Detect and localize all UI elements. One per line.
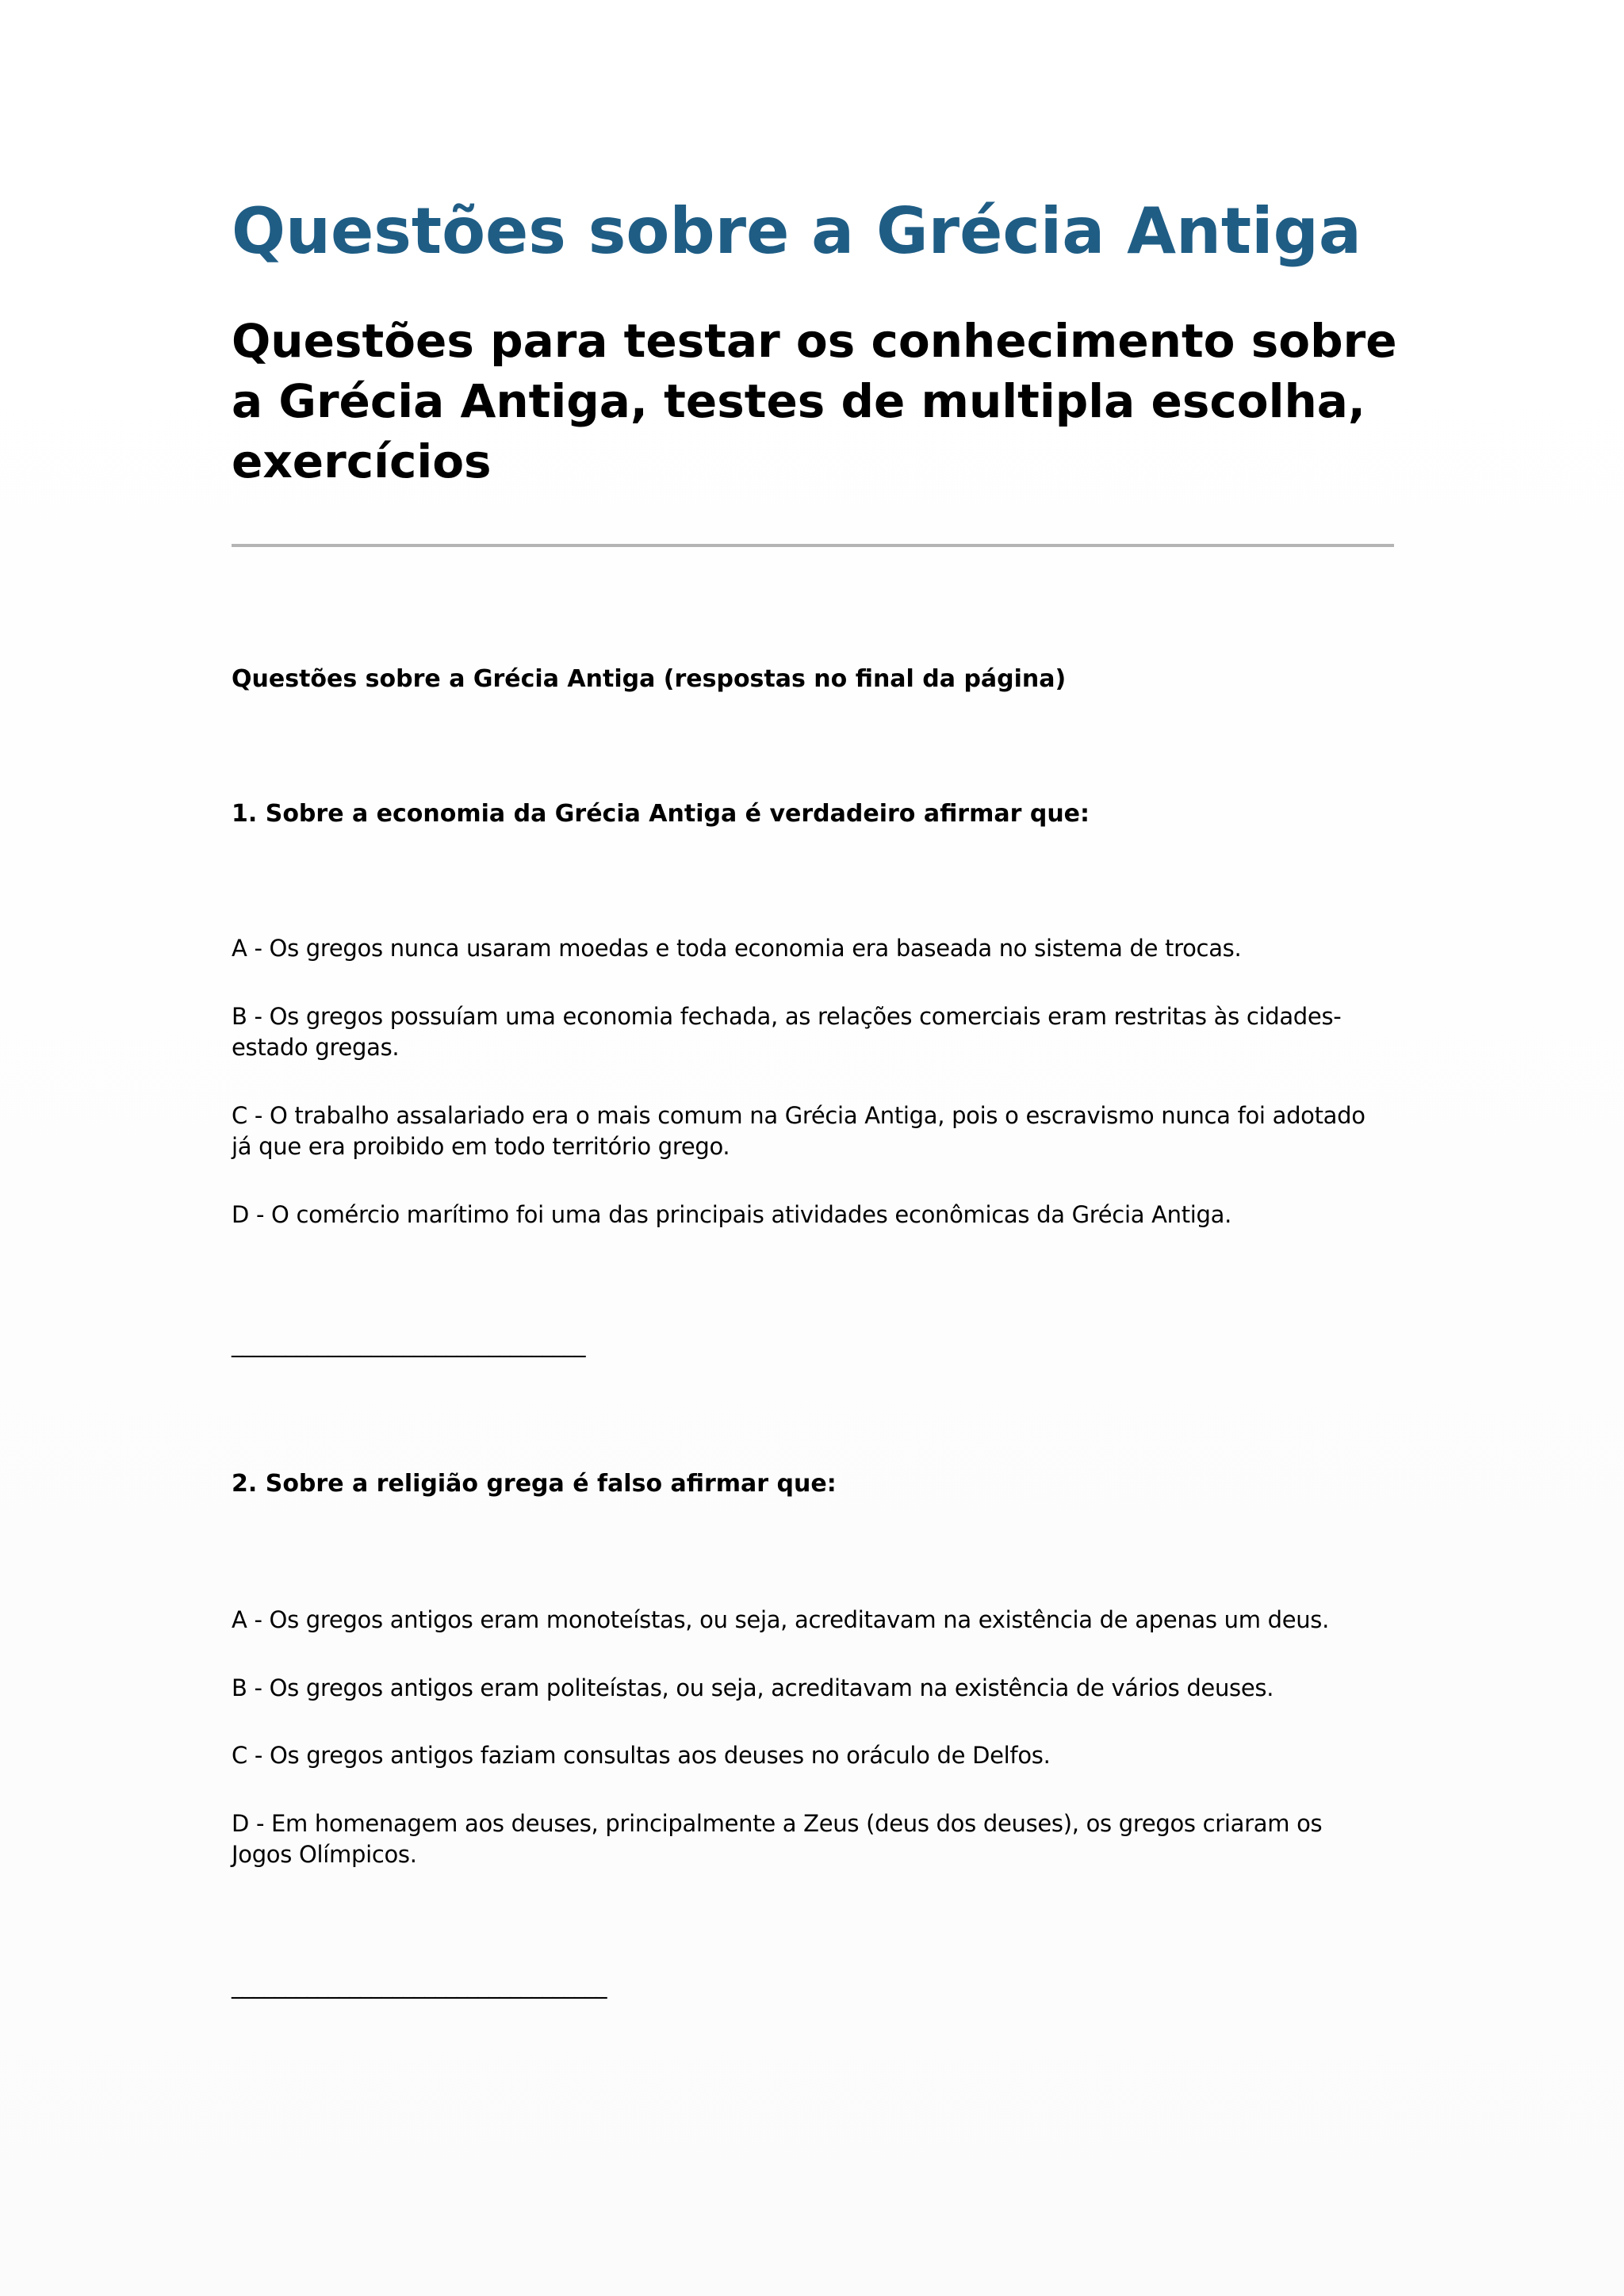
question-2-option-d: D - Em homenagem aos deuses, principalmente a Zeus (deus dos deuses), os gregos criaram os Jogos Olímpicos. bbox=[232, 1810, 1323, 1868]
question-2-option-c: C - Os gregos antigos faziam consultas aos deuses no oráculo de Delfos. bbox=[232, 1742, 1051, 1769]
question-2-option-a: A - Os gregos antigos eram monoteístas, ou seja, acreditavam na existência de apenas um deus. bbox=[232, 1606, 1330, 1633]
horizontal-divider bbox=[232, 544, 1394, 547]
question-1-option-a: A - Os gregos nunca usaram moedas e toda economia era baseada no sistema de trocas. bbox=[232, 935, 1242, 962]
question-1-prompt: 1. Sobre a economia da Grécia Antiga é verdadeiro afirmar que: bbox=[232, 800, 1090, 828]
question-1-separator: _________________________________ bbox=[232, 1330, 585, 1357]
question-2-separator: ___________________________________ bbox=[232, 1972, 607, 1999]
question-1-option-b: B - Os gregos possuíam uma economia fechada, as relações comerciais eram restritas às cidades-estado gregas. bbox=[232, 1003, 1342, 1061]
question-1-option-d: D - O comércio marítimo foi uma das principais atividades econômicas da Grécia Antiga. bbox=[232, 1201, 1232, 1228]
section-intro: Questões sobre a Grécia Antiga (respostas no final da página) bbox=[232, 665, 1067, 693]
question-1-option-c: C - O trabalho assalariado era o mais comum na Grécia Antiga, pois o escravismo nunca foi adotado já que era proibido em todo território grego. bbox=[232, 1102, 1365, 1160]
question-2-option-b: B - Os gregos antigos eram politeístas, ou seja, acreditavam na existência de vários deuses. bbox=[232, 1674, 1274, 1701]
page-subtitle: Questões para testar os conhecimento sobre a Grécia Antiga, testes de multipla escolha, exercícios bbox=[232, 314, 1397, 488]
question-2-prompt: 2. Sobre a religião grega é falso afirmar que: bbox=[232, 1470, 837, 1498]
page-title: Questões sobre a Grécia Antiga bbox=[232, 194, 1362, 268]
